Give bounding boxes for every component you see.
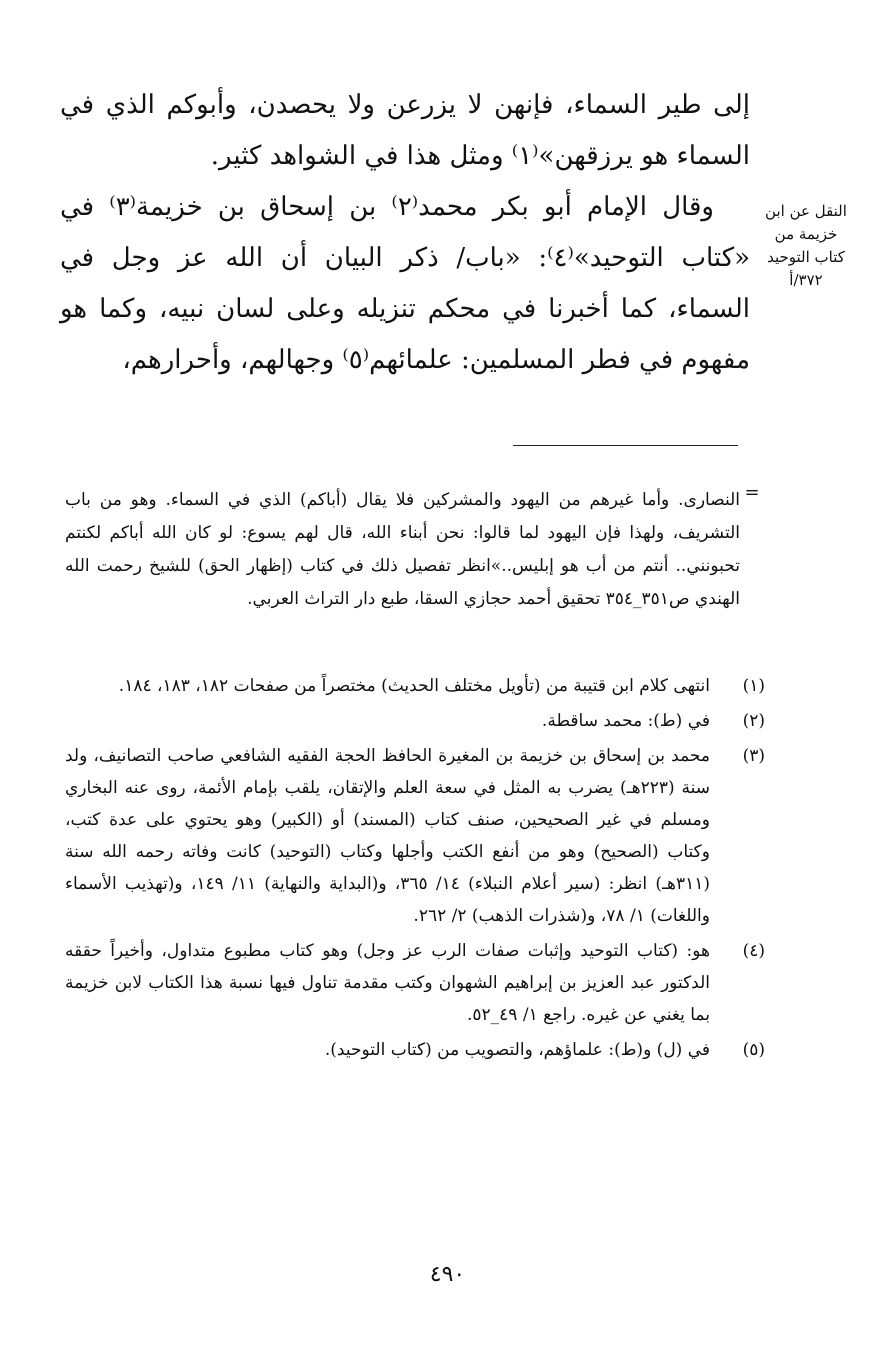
footnote-4 [65, 935, 765, 1031]
page-number: ٤٩٠ [429, 1262, 466, 1287]
main-paragraph-1: إلى طير السماء، فإنهن لا يزرعن ولا يحصدن، وأبوكم الذي في السماء هو يرزقهن»⁽١⁾ ومثل هذا في الشواهد كثير. [60, 90, 750, 171]
footnote-number: (١) [742, 676, 765, 696]
footnote-5 [65, 1034, 765, 1066]
footnote-text: انتهى كلام ابن قتيبة من (تأويل مختلف الحديث) مختصراً من صفحات ١٨٢، ١٨٣، ١٨٤. [118, 676, 710, 696]
margin-note-line: النقل عن ابن [765, 202, 847, 220]
main-text [60, 80, 750, 386]
footnote-2 [65, 705, 765, 737]
footnote-text: في (ل) و(ط): علماؤهم، والتصويب من (كتاب التوحيد). [324, 1040, 710, 1060]
main-paragraph-2: وقال الإمام أبو بكر محمد⁽٢⁾ بن إسحاق بن خزيمة⁽٣⁾ في «كتاب التوحيد»⁽٤⁾: «باب/ ذكر البيان أن الله عز وجل في السماء، كما أخبرنا في محكم تنزيله وعلى لسان نبيه، وكما هو مفهوم في فطر المسلمين: علمائهم⁽٥⁾ وجهالهم، وأحرارهم، [60, 192, 750, 375]
margin-note [760, 200, 852, 292]
footnote-text: في (ط): محمد ساقطة. [541, 711, 710, 731]
margin-note-line: خزيمة من [774, 225, 838, 243]
footnote-number: (٤) [742, 941, 765, 961]
continuation-marker: = [744, 482, 760, 503]
footnote-3 [65, 740, 765, 932]
footnote-continuation: النصارى. وأما غيرهم من اليهود والمشركين فلا يقال (أباكم) الذي في السماء. وهو من باب التشريف، ولهذا فإن اليهود لما قالوا: نحن أبناء الله، قال لهم يسوع: لو كان الله أباكم لكنتم تحبونني.. أنتم من أب هو إبليس..»انظر تفصيل ذلك في كتاب (إظهار الحق) للشيخ رحمت الله الهندي ص٣٥١_٣٥٤ تحقيق أحمد حجازي السقا، طبع دار التراث العربي. [65, 490, 740, 609]
footnote-text: محمد بن إسحاق بن خزيمة بن المغيرة الحافظ الحجة الفقيه الشافعي صاحب التصانيف، ولد سنة (٢٢٣هـ) يضرب به المثل في سعة العلم والإتقان، يلقب بإمام الأئمة، روى عنه البخاري ومسلم في غير الصحيحين، صنف كتاب (المسند) أو (الكبير) وهو يحتوي على عدة كتب، وكتاب (الصحيح) وهو من أنفع الكتب وأجلها وكتاب (التوحيد) كانت وفاته رحمه الله سنة (٣١١هـ) انظر: (سير أعلام النبلاء) ١٤/ ٣٦٥، و(البداية والنهاية) ١١/ ١٤٩، و(تهذيب الأسماء واللغات) ١/ ٧٨، و(شذرات الذهب) ٢/ ٢٦٢. [65, 746, 710, 926]
footnotes [65, 670, 765, 1069]
footnote-text: هو: (كتاب التوحيد وإثبات صفات الرب عز وجل) وهو كتاب مطبوع متداول، وأخيراً حققه الدكتور عبد العزيز بن إبراهيم الشهوان وكتب مقدمة تناول فيها نسبة هذا الكتاب لابن خزيمة بما يغني عن غيره. راجع ١/ ٤٩_٥٢. [65, 941, 710, 1025]
margin-note-line: كتاب التوحيد [767, 248, 845, 266]
margin-note-folio: ٣٧٢/أ [789, 271, 823, 289]
footnote-number: (٢) [742, 711, 765, 731]
footnote-number: (٣) [742, 746, 765, 766]
footnote-separator [513, 445, 738, 446]
footnote-number: (٥) [742, 1040, 765, 1060]
footnote-1 [65, 670, 765, 702]
